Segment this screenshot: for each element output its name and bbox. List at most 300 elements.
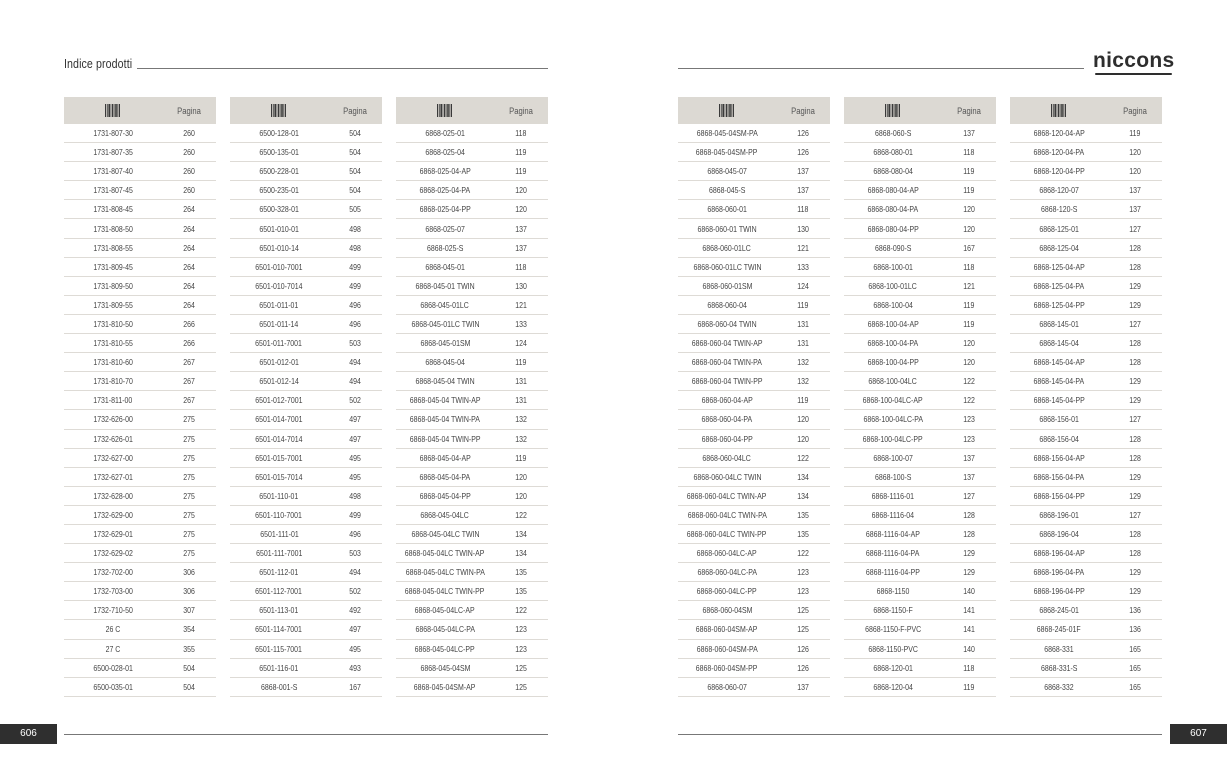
page-ref: 125 xyxy=(515,681,527,692)
product-code: 6501-113-01 xyxy=(259,605,299,616)
table-row xyxy=(678,659,830,678)
table-row xyxy=(844,620,996,639)
table-row xyxy=(396,582,548,601)
table-row xyxy=(396,162,548,181)
product-code: 6868-045-04-PA xyxy=(419,471,471,482)
table-row xyxy=(230,239,382,258)
page-ref: 260 xyxy=(183,128,195,139)
product-code: 6868-331-S xyxy=(1040,662,1078,673)
table-row xyxy=(64,391,216,410)
table-row xyxy=(1010,410,1162,429)
table-row xyxy=(844,563,996,582)
page-ref: 126 xyxy=(797,643,809,654)
product-code: 6868-045-04SM-PP xyxy=(696,147,758,158)
page-ref: 129 xyxy=(1129,567,1141,578)
table-row xyxy=(230,544,382,563)
product-code: 6868-1116-04-AP xyxy=(866,529,920,540)
page-ref: 120 xyxy=(963,204,975,215)
table-row xyxy=(64,620,216,639)
product-code: 6868-125-04-PA xyxy=(1033,280,1085,291)
product-code: 1731-807-30 xyxy=(93,128,133,139)
page-ref: 132 xyxy=(797,376,809,387)
page-ref: 260 xyxy=(183,185,195,196)
table-row xyxy=(64,239,216,258)
product-code: 6868-045-04 TWIN xyxy=(415,376,475,387)
table-row xyxy=(396,239,548,258)
table-row xyxy=(1010,582,1162,601)
table-row xyxy=(64,506,216,525)
table-row xyxy=(678,525,830,544)
product-code: 6868-045-04LC TWIN-PP xyxy=(405,586,485,597)
table-row xyxy=(678,239,830,258)
page-ref: 129 xyxy=(1129,395,1141,406)
page-ref: 119 xyxy=(963,185,975,196)
page-ref: 128 xyxy=(1129,261,1141,272)
product-code: 6501-114-7001 xyxy=(255,624,303,635)
table-row xyxy=(396,506,548,525)
product-code: 1731-808-50 xyxy=(93,223,133,234)
product-code: 6868-060-04LC TWIN-PP xyxy=(687,529,767,540)
page-ref: 135 xyxy=(797,509,809,520)
page-ref: 134 xyxy=(797,471,809,482)
page-ref: 128 xyxy=(1129,452,1141,463)
table-row xyxy=(844,601,996,620)
page-ref: 120 xyxy=(963,357,975,368)
product-code: 6868-196-04-AP xyxy=(1033,548,1085,559)
table-row xyxy=(230,277,382,296)
table-row xyxy=(396,487,548,506)
table-row xyxy=(230,410,382,429)
product-code: 6501-012-01 xyxy=(259,357,299,368)
page-ref: 135 xyxy=(797,529,809,540)
page-ref: 499 xyxy=(349,261,361,272)
page-ref: 496 xyxy=(349,299,361,310)
product-code: 6868-045-04 xyxy=(425,357,465,368)
product-code: 6868-045-04LC TWIN-AP xyxy=(405,548,485,559)
table-row xyxy=(844,124,996,143)
page-ref: 128 xyxy=(1129,357,1141,368)
product-code: 6868-100-07 xyxy=(873,452,913,463)
table-row xyxy=(844,219,996,238)
product-code: 1732-626-00 xyxy=(93,414,133,425)
product-code: 6501-110-7001 xyxy=(255,509,303,520)
page-ref: 137 xyxy=(963,452,975,463)
page-ref: 165 xyxy=(1129,662,1141,673)
table-header xyxy=(396,97,548,124)
table-row xyxy=(230,353,382,372)
product-code: 6868-060-01LC TWIN xyxy=(692,261,762,272)
page-ref: 128 xyxy=(1129,433,1141,444)
page-ref: 126 xyxy=(797,147,809,158)
page-ref: 496 xyxy=(349,529,361,540)
table-row xyxy=(230,525,382,544)
product-code: 6868-001-S xyxy=(260,681,298,692)
table-row xyxy=(64,181,216,200)
product-code: 1731-807-35 xyxy=(93,147,133,158)
product-code: 6868-196-04-PA xyxy=(1033,567,1085,578)
page-ref: 306 xyxy=(183,567,195,578)
table-row xyxy=(844,544,996,563)
table-row xyxy=(64,353,216,372)
table-row xyxy=(1010,563,1162,582)
product-code: 1732-628-00 xyxy=(93,490,133,501)
table-row xyxy=(678,124,830,143)
table-row xyxy=(678,678,830,697)
table-row xyxy=(844,678,996,697)
page-ref: 137 xyxy=(963,471,975,482)
table-row xyxy=(64,678,216,697)
table-row xyxy=(64,410,216,429)
page-ref: 504 xyxy=(349,128,361,139)
page-ref: 497 xyxy=(349,414,361,425)
page-ref: 123 xyxy=(797,586,809,597)
product-code: 6868-060-04 TWIN-PA xyxy=(691,357,763,368)
product-code: 6868-060-04LC-AP xyxy=(696,548,758,559)
page-ref: 128 xyxy=(963,509,975,520)
page-ref: 120 xyxy=(515,490,527,501)
table-row xyxy=(1010,124,1162,143)
table-row xyxy=(844,659,996,678)
page-ref: 126 xyxy=(797,662,809,673)
page-column-header: Pagina xyxy=(509,105,533,116)
product-code: 6868-045-04 TWIN-AP xyxy=(409,395,481,406)
table-row xyxy=(678,449,830,468)
product-code: 6868-100-04LC-AP xyxy=(862,395,924,406)
product-code: 6868-1116-04-PP xyxy=(866,567,920,578)
page-ref: 264 xyxy=(183,299,195,310)
product-code: 26 C xyxy=(105,624,121,635)
product-code: 6868-060-01 TWIN xyxy=(697,223,757,234)
page-ref: 307 xyxy=(183,605,195,616)
page-ref: 119 xyxy=(797,299,809,310)
product-code: 6868-1150-F-PVC xyxy=(864,624,922,635)
page-ref: 120 xyxy=(1129,147,1141,158)
page-ref: 127 xyxy=(1129,318,1141,329)
page-ref: 494 xyxy=(349,567,361,578)
table-row xyxy=(230,563,382,582)
page-ref: 504 xyxy=(349,147,361,158)
page-ref: 119 xyxy=(515,452,527,463)
table-row xyxy=(844,143,996,162)
table-row xyxy=(1010,219,1162,238)
page-ref: 119 xyxy=(963,166,975,177)
page-ref: 267 xyxy=(183,357,195,368)
page-column-header: Pagina xyxy=(177,105,201,116)
header-rule-right xyxy=(678,68,1084,69)
page-ref: 125 xyxy=(797,624,809,635)
table-row xyxy=(678,181,830,200)
page-ref: 497 xyxy=(349,433,361,444)
page-number-left: 606 xyxy=(0,724,57,744)
page-ref: 123 xyxy=(515,624,527,635)
product-code: 6868-120-04 xyxy=(873,681,913,692)
table-row xyxy=(844,258,996,277)
page-ref: 118 xyxy=(963,662,975,673)
page-ref: 121 xyxy=(797,242,809,253)
product-code: 6868-156-04-PA xyxy=(1033,471,1085,482)
page-ref: 275 xyxy=(183,529,195,540)
page-ref: 129 xyxy=(1129,490,1141,501)
page-ref: 275 xyxy=(183,509,195,520)
page-ref: 137 xyxy=(797,166,809,177)
page-ref: 135 xyxy=(515,586,527,597)
table-row xyxy=(396,449,548,468)
page-ref: 495 xyxy=(349,471,361,482)
table-header xyxy=(844,97,996,124)
product-code: 6868-060-04LC xyxy=(702,452,752,463)
product-code: 6868-331 xyxy=(1044,643,1074,654)
page-ref: 122 xyxy=(515,605,527,616)
page-ref: 131 xyxy=(797,338,809,349)
product-code: 6868-125-04-AP xyxy=(1033,261,1085,272)
table-row xyxy=(678,391,830,410)
page-ref: 137 xyxy=(515,223,527,234)
product-code: 6868-025-04-PP xyxy=(419,204,471,215)
product-code: 6868-145-04-AP xyxy=(1033,357,1085,368)
table-row xyxy=(844,430,996,449)
table-row xyxy=(844,487,996,506)
product-code: 6868-045-01LC TWIN xyxy=(410,318,480,329)
page-ref: 128 xyxy=(1129,242,1141,253)
product-code: 6868-145-01 xyxy=(1039,318,1079,329)
page-ref: 264 xyxy=(183,242,195,253)
page-ref: 260 xyxy=(183,147,195,158)
product-code: 6868-125-04-PP xyxy=(1033,299,1085,310)
table-row xyxy=(396,219,548,238)
index-table-4 xyxy=(678,97,830,697)
table-header xyxy=(64,97,216,124)
page-ref: 119 xyxy=(963,299,975,310)
table-row xyxy=(1010,334,1162,353)
page-ref: 127 xyxy=(1129,223,1141,234)
table-row xyxy=(396,544,548,563)
product-code: 6868-045-S xyxy=(708,185,746,196)
page-ref: 495 xyxy=(349,643,361,654)
product-code: 6868-060-04-PP xyxy=(701,433,753,444)
product-code: 6868-025-04-AP xyxy=(419,166,471,177)
product-code: 6868-045-04-AP xyxy=(419,452,471,463)
table-row xyxy=(64,200,216,219)
page-ref: 306 xyxy=(183,586,195,597)
table-row xyxy=(678,430,830,449)
table-row xyxy=(396,525,548,544)
barcode-icon xyxy=(1010,104,1108,117)
index-table-3 xyxy=(396,97,548,697)
product-code: 6868-060-04 xyxy=(707,299,747,310)
page-ref: 131 xyxy=(515,376,527,387)
page-ref: 119 xyxy=(963,681,975,692)
product-code: 6868-156-04-PP xyxy=(1033,490,1085,501)
product-code: 6868-1116-04-PA xyxy=(866,548,920,559)
product-code: 6868-060-04 TWIN-PP xyxy=(691,376,763,387)
table-row xyxy=(678,143,830,162)
page-ref: 120 xyxy=(963,223,975,234)
index-table-5 xyxy=(844,97,996,697)
page-ref: 264 xyxy=(183,261,195,272)
footer-rule-right xyxy=(678,734,1162,735)
product-code: 6868-120-01 xyxy=(873,662,913,673)
table-row xyxy=(64,525,216,544)
table-row xyxy=(64,544,216,563)
page-ref: 354 xyxy=(183,624,195,635)
product-code: 6868-060-04LC TWIN-AP xyxy=(687,490,767,501)
table-row xyxy=(1010,296,1162,315)
product-code: 6868-045-04SM-PA xyxy=(696,128,758,139)
product-code: 6500-028-01 xyxy=(93,662,133,673)
product-code: 6868-045-04LC-AP xyxy=(414,605,476,616)
product-code: 1731-808-45 xyxy=(93,204,133,215)
product-code: 6868-100-S xyxy=(874,471,912,482)
product-code: 6868-045-04-PP xyxy=(419,490,471,501)
table-row xyxy=(230,296,382,315)
page-ref: 134 xyxy=(515,548,527,559)
page-ref: 121 xyxy=(963,280,975,291)
page-ref: 504 xyxy=(183,681,195,692)
table-row xyxy=(1010,391,1162,410)
page-ref: 123 xyxy=(797,567,809,578)
table-row xyxy=(230,659,382,678)
table-row xyxy=(396,296,548,315)
product-code: 6868-100-04LC-PA xyxy=(863,414,923,425)
page-ref: 120 xyxy=(797,414,809,425)
table-row xyxy=(64,640,216,659)
product-code: 1731-809-55 xyxy=(93,299,133,310)
table-row xyxy=(1010,620,1162,639)
page-ref: 167 xyxy=(349,681,361,692)
page-ref: 128 xyxy=(1129,338,1141,349)
page-ref: 137 xyxy=(1129,185,1141,196)
table-row xyxy=(678,582,830,601)
table-row xyxy=(230,391,382,410)
product-code: 6868-100-04-AP xyxy=(867,318,919,329)
table-row xyxy=(678,258,830,277)
table-row xyxy=(1010,601,1162,620)
product-code: 6501-014-7001 xyxy=(255,414,303,425)
table-row xyxy=(1010,143,1162,162)
table-row xyxy=(844,296,996,315)
product-code: 6868-100-01 xyxy=(873,261,913,272)
table-row xyxy=(230,181,382,200)
product-code: 6501-010-7001 xyxy=(255,261,303,272)
table-row xyxy=(678,353,830,372)
table-row xyxy=(396,391,548,410)
product-code: 6868-156-04-AP xyxy=(1033,452,1085,463)
page-ref: 141 xyxy=(963,624,975,635)
table-row xyxy=(1010,258,1162,277)
page-ref: 137 xyxy=(515,242,527,253)
table-row xyxy=(64,372,216,391)
product-code: 6868-045-01 xyxy=(425,261,465,272)
page-ref: 495 xyxy=(349,452,361,463)
table-row xyxy=(678,410,830,429)
page-ref: 132 xyxy=(515,433,527,444)
product-code: 6500-228-01 xyxy=(259,166,299,177)
page-ref: 133 xyxy=(515,318,527,329)
product-code: 6500-235-01 xyxy=(259,185,299,196)
product-code: 6868-060-04SM-PA xyxy=(696,643,758,654)
product-code: 6868-060-01 xyxy=(707,204,747,215)
page-ref: 128 xyxy=(963,529,975,540)
table-row xyxy=(230,219,382,238)
page-ref: 503 xyxy=(349,338,361,349)
table-row xyxy=(64,296,216,315)
product-code: 6868-025-07 xyxy=(425,223,465,234)
page-ref: 120 xyxy=(1129,166,1141,177)
table-row xyxy=(230,582,382,601)
footer-rule-left xyxy=(64,734,548,735)
product-code: 6868-060-04-AP xyxy=(701,395,753,406)
page-column-header: Pagina xyxy=(791,105,815,116)
table-row xyxy=(678,277,830,296)
table-row xyxy=(230,678,382,697)
page-ref: 129 xyxy=(963,548,975,559)
page-ref: 497 xyxy=(349,624,361,635)
page-ref: 119 xyxy=(515,147,527,158)
table-row xyxy=(678,200,830,219)
product-code: 6868-156-01 xyxy=(1039,414,1079,425)
table-row xyxy=(230,620,382,639)
product-code: 6868-100-01LC xyxy=(868,280,918,291)
page-ref: 129 xyxy=(963,567,975,578)
table-row xyxy=(678,296,830,315)
product-code: 6868-045-04LC xyxy=(420,509,470,520)
page-ref: 493 xyxy=(349,662,361,673)
page-ref: 499 xyxy=(349,280,361,291)
table-row xyxy=(64,601,216,620)
table-row xyxy=(1010,181,1162,200)
table-row xyxy=(64,315,216,334)
table-row xyxy=(844,391,996,410)
table-row xyxy=(230,200,382,219)
page-ref: 123 xyxy=(963,433,975,444)
page-ref: 119 xyxy=(1129,128,1141,139)
product-code: 6868-100-04LC-PP xyxy=(862,433,924,444)
page-ref: 264 xyxy=(183,280,195,291)
barcode-icon xyxy=(396,104,494,117)
table-row xyxy=(64,334,216,353)
table-row xyxy=(1010,162,1162,181)
table-row xyxy=(230,506,382,525)
table-row xyxy=(230,449,382,468)
product-code: 6501-112-7001 xyxy=(255,586,303,597)
product-code: 6868-060-04LC TWIN-PA xyxy=(687,509,767,520)
page-ref: 131 xyxy=(515,395,527,406)
table-row xyxy=(678,372,830,391)
product-code: 6500-135-01 xyxy=(259,147,299,158)
product-code: 6868-045-04SM xyxy=(420,662,470,673)
page-ref: 502 xyxy=(349,586,361,597)
product-code: 6868-245-01 xyxy=(1039,605,1079,616)
table-row xyxy=(230,487,382,506)
product-code: 6868-125-04 xyxy=(1039,242,1079,253)
page-ref: 275 xyxy=(183,471,195,482)
page-ref: 120 xyxy=(963,338,975,349)
page-ref: 137 xyxy=(1129,204,1141,215)
product-code: 6868-025-S xyxy=(426,242,464,253)
product-code: 6868-045-04SM-AP xyxy=(414,681,476,692)
page-ref: 132 xyxy=(797,357,809,368)
table-row xyxy=(1010,353,1162,372)
page-ref: 119 xyxy=(797,395,809,406)
page-ref: 119 xyxy=(963,318,975,329)
product-code: 6501-010-7014 xyxy=(255,280,303,291)
product-code: 6501-014-7014 xyxy=(255,433,303,444)
product-code: 6500-328-01 xyxy=(259,204,299,215)
table-row xyxy=(844,525,996,544)
product-code: 6868-332 xyxy=(1044,681,1074,692)
page-ref: 126 xyxy=(797,128,809,139)
page-ref: 264 xyxy=(183,223,195,234)
